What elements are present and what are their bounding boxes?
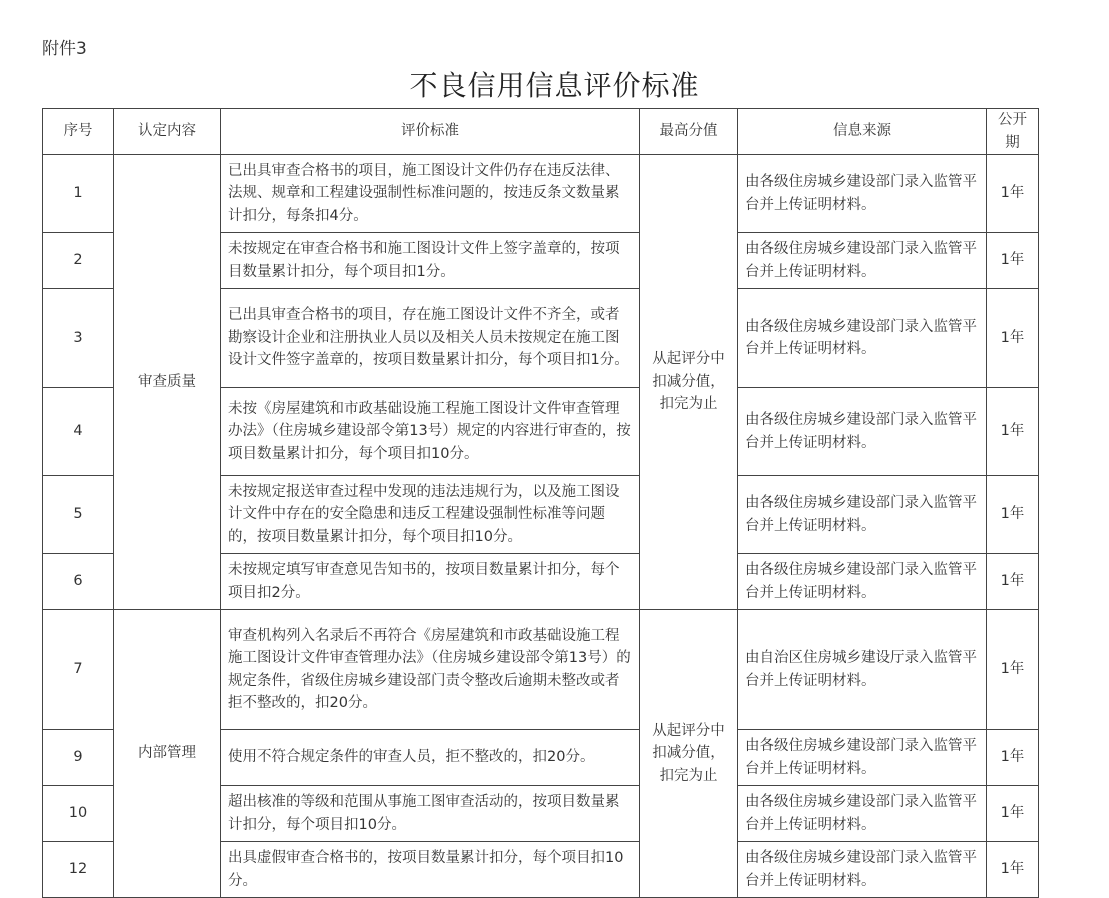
- max-score-cell: 从起评分中扣减分值，扣完为止: [640, 155, 738, 610]
- source-cell: 由各级住房城乡建设部门录入监管平台并上传证明材料。: [738, 388, 987, 476]
- table-row: [43, 610, 1039, 730]
- source-cell: 由各级住房城乡建设部门录入监管平台并上传证明材料。: [738, 554, 987, 610]
- criteria-cell: 使用不符合规定条件的审查人员，拒不整改的，扣20分。: [221, 730, 640, 786]
- row-no: 10: [43, 786, 114, 842]
- table-header-row: [43, 109, 1039, 155]
- criteria-cell: 未按规定在审查合格书和施工图设计文件上签字盖章的，按项目数量累计扣分，每个项目扣1分。: [221, 233, 640, 289]
- row-no: 4: [43, 388, 114, 476]
- row-no: 3: [43, 289, 114, 388]
- criteria-cell: 已出具审查合格书的项目，施工图设计文件仍存在违反法律、法规、规章和工程建设强制性标准问题的，按违反条文数量累计扣分，每条扣4分。: [221, 155, 640, 233]
- criteria-cell: 未按《房屋建筑和市政基础设施工程施工图设计文件审查管理办法》（住房城乡建设部令第13号）规定的内容进行审查的，按项目数量累计扣分，每个项目扣10分。: [221, 388, 640, 476]
- source-cell: 由各级住房城乡建设部门录入监管平台并上传证明材料。: [738, 233, 987, 289]
- row-no: 6: [43, 554, 114, 610]
- row-no: 7: [43, 610, 114, 730]
- header-criteria: 评价标准: [221, 109, 640, 155]
- row-no: 2: [43, 233, 114, 289]
- header-source: 信息来源: [738, 109, 987, 155]
- period-cell: 1年: [987, 730, 1039, 786]
- source-cell: 由各级住房城乡建设部门录入监管平台并上传证明材料。: [738, 289, 987, 388]
- source-cell: 由各级住房城乡建设部门录入监管平台并上传证明材料。: [738, 842, 987, 898]
- criteria-cell: 审查机构列入名录后不再符合《房屋建筑和市政基础设施工程施工图设计文件审查管理办法》（住房城乡建设部令第13号）的规定条件，省级住房城乡建设部门责令整改后逾期未整改或者拒不整改的，扣20分。: [221, 610, 640, 730]
- category-cell: 内部管理: [114, 610, 221, 898]
- criteria-cell: 未按规定填写审查意见告知书的，按项目数量累计扣分，每个项目扣2分。: [221, 554, 640, 610]
- table-row: [43, 155, 1039, 233]
- period-cell: 1年: [987, 233, 1039, 289]
- max-score-cell: 从起评分中扣减分值，扣完为止: [640, 610, 738, 898]
- period-cell: 1年: [987, 610, 1039, 730]
- source-cell: 由自治区住房城乡建设厅录入监管平台并上传证明材料。: [738, 610, 987, 730]
- period-cell: 1年: [987, 289, 1039, 388]
- source-cell: 由各级住房城乡建设部门录入监管平台并上传证明材料。: [738, 476, 987, 554]
- source-cell: 由各级住房城乡建设部门录入监管平台并上传证明材料。: [738, 786, 987, 842]
- category-cell: 审查质量: [114, 155, 221, 610]
- row-no: 12: [43, 842, 114, 898]
- header-category: 认定内容: [114, 109, 221, 155]
- header-max-score: 最高分值: [640, 109, 738, 155]
- row-no: 1: [43, 155, 114, 233]
- page-title: 不良信用信息评价标准: [409, 69, 700, 102]
- row-no: 9: [43, 730, 114, 786]
- source-cell: 由各级住房城乡建设部门录入监管平台并上传证明材料。: [738, 155, 987, 233]
- period-cell: 1年: [987, 786, 1039, 842]
- source-cell: 由各级住房城乡建设部门录入监管平台并上传证明材料。: [738, 730, 987, 786]
- period-cell: 1年: [987, 842, 1039, 898]
- attachment-label: 附件3: [42, 39, 87, 59]
- header-period: 公开期: [987, 109, 1039, 155]
- criteria-cell: 已出具审查合格书的项目，存在施工图设计文件不齐全，或者勘察设计企业和注册执业人员以及相关人员未按规定在施工图设计文件签字盖章的，按项目数量累计扣分，每个项目扣1分。: [221, 289, 640, 388]
- criteria-cell: 未按规定报送审查过程中发现的违法违规行为，以及施工图设计文件中存在的安全隐患和违反工程建设强制性标准等问题的，按项目数量累计扣分，每个项目扣10分。: [221, 476, 640, 554]
- criteria-cell: 出具虚假审查合格书的，按项目数量累计扣分，每个项目扣10分。: [221, 842, 640, 898]
- criteria-cell: 超出核准的等级和范围从事施工图审查活动的，按项目数量累计扣分，每个项目扣10分。: [221, 786, 640, 842]
- row-no: 5: [43, 476, 114, 554]
- criteria-table: [42, 108, 1039, 898]
- period-cell: 1年: [987, 554, 1039, 610]
- period-cell: 1年: [987, 155, 1039, 233]
- header-no: 序号: [43, 109, 114, 155]
- period-cell: 1年: [987, 476, 1039, 554]
- period-cell: 1年: [987, 388, 1039, 476]
